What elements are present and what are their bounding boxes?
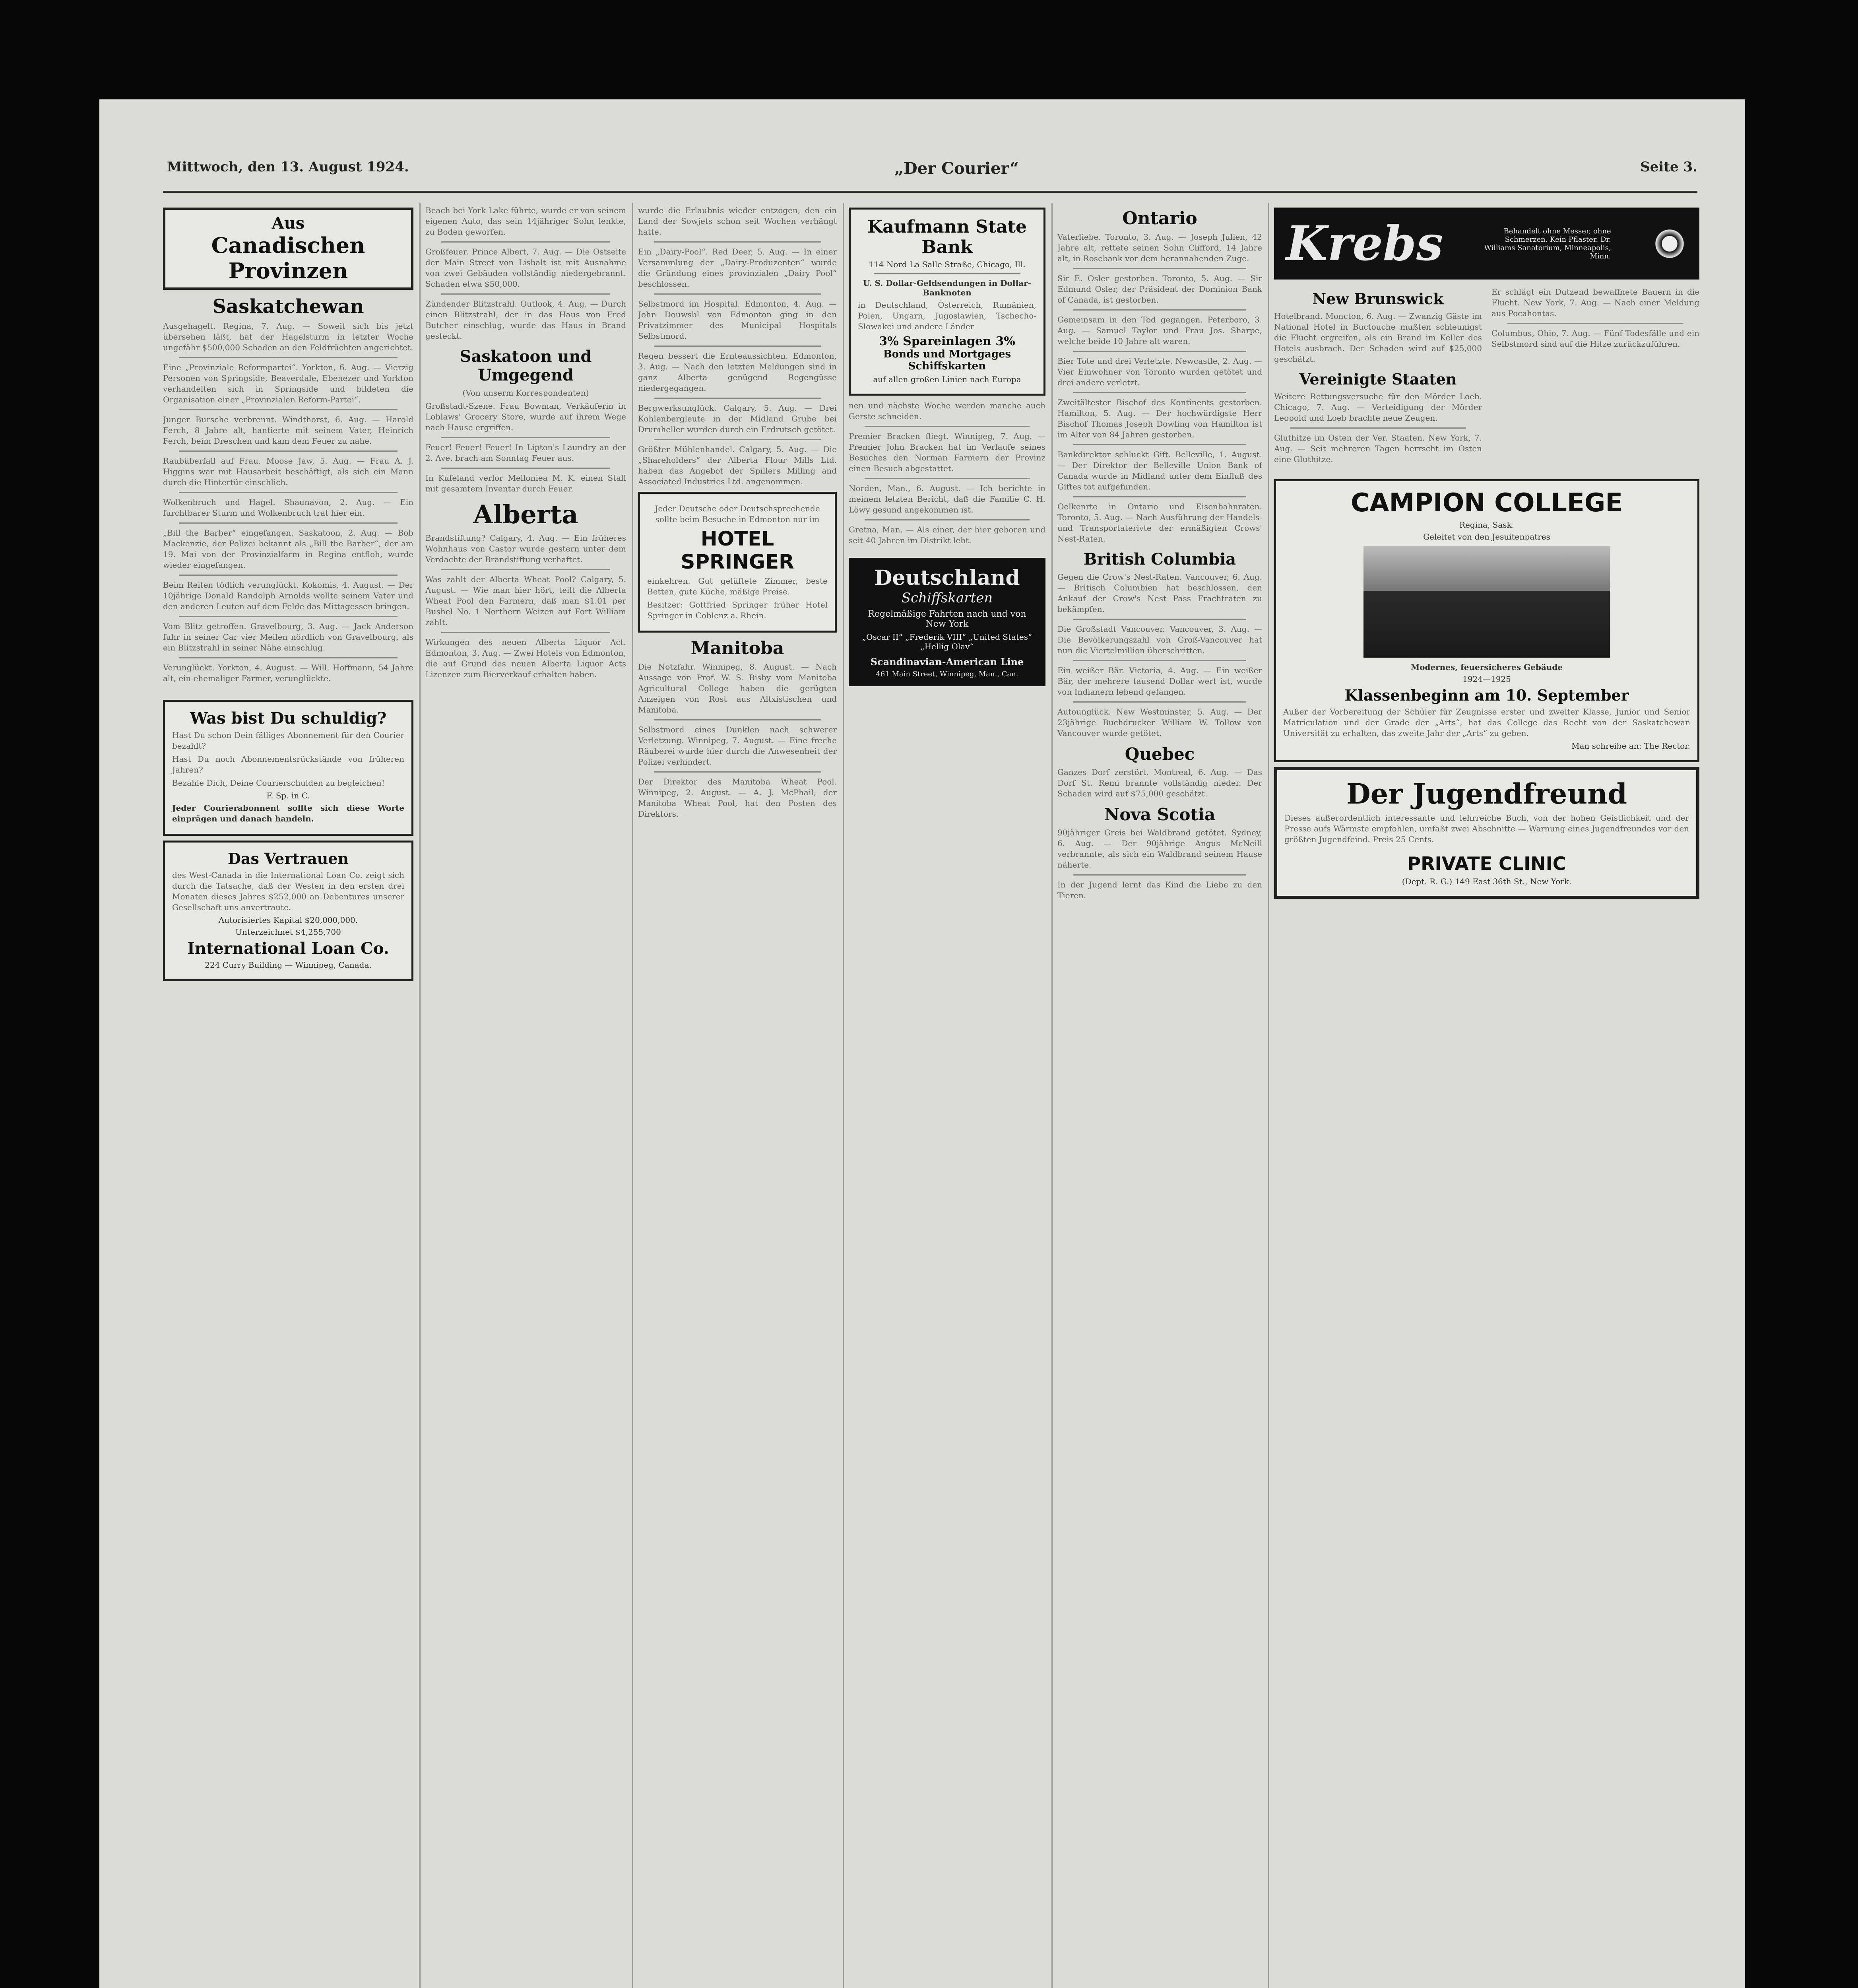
article-rule: [179, 522, 398, 524]
ad-college-contact: Man schreibe an: The Rector.: [1571, 741, 1690, 751]
heading-manitoba: Manitoba: [690, 638, 784, 658]
article-rule: [1073, 268, 1246, 269]
heading-united-states: Vereinigte Staaten: [1299, 370, 1457, 388]
ad-text: des West-Canada in die International Loan Co. zeigt sich durch die Tatsache, daß der Westen in den ersten drei Monaten dieses Jahres $252,000 an Debentures unserer Gesellschaft uns anvertraute.: [172, 870, 404, 912]
ad-title: Deutschland: [874, 566, 1020, 590]
article: Großstadt-Szene. Frau Bowman, Verkäuferin in Loblaws' Grocery Store, wurde auf ihrem Wege nach Hause ergriffen.: [425, 401, 626, 432]
column-3: [638, 203, 837, 1988]
article: Oelkenrte in Ontario und Eisenbahnraten. Toronto, 5. Aug. — Nach Ausführung der Handels- und Transportaterivte der ermäßigten Crows' Nest-Raten.: [1057, 502, 1262, 544]
ad-subtitle: Schiffskarten: [901, 590, 993, 606]
article: Columbus, Ohio, 7. Aug. — Fünf Todesfälle und ein Selbstmord sind auf die Hitze zurückzuführen.: [1491, 328, 1699, 349]
article: Bier Tote und drei Verletzte. Newcastle, 2. Aug. — Vier Einwohner von Toronto wurden getötet und drei andere verletzt.: [1057, 356, 1262, 387]
article: Gegen die Crow's Nest-Raten. Vancouver, 6. Aug. — Britisch Columbien hat beschlossen, den Ankauf der Crow's Nest Pass Frachtraten zu bekämpfen.: [1057, 572, 1262, 614]
section-banner: [163, 208, 413, 290]
article-rule: [441, 241, 610, 243]
header-paper-name: „Der Courier“: [894, 159, 1019, 178]
ad-photo-caption: Modernes, feuersicheres Gebäude: [1410, 662, 1563, 672]
article: Bankdirektor schluckt Gift. Belleville, 1. August. — Der Direktor der Belleville Union Bank of Canada wurde in Midland unter dem Einfluß des Giftes tot aufgefunden.: [1057, 450, 1262, 491]
article-rule: [179, 616, 398, 617]
ad-hotel-springer: [638, 492, 837, 633]
article: Zweitältester Bischof des Kontinents gestorben. Hamilton, 5. Aug. — Der hochwürdigste Herr Bischof Thomas Joseph Dowling von Hamilton ist im Alter von 84 Jahren gestorben.: [1057, 398, 1262, 439]
banner-small-title: Aus: [272, 214, 305, 233]
article: 90jähriger Greis bei Waldbrand getötet. Sydney, 6. Aug. — Der 90jährige Angus McNeill verbrannte, als sich ein Waldbrand seinem Hause näherte.: [1057, 828, 1262, 870]
ad-line-name: Scandinavian-American Line: [870, 656, 1024, 668]
article: Die Notzfahr. Winnipeg, 8. August. — Nach Aussage von Prof. W. S. Bisby vom Manitoba Agricultural College haben die gerügten Anzeigen von Rost aus Altxistischen und Manitoba.: [638, 662, 837, 714]
article: „Bill the Barber“ eingefangen. Saskatoon, 2. Aug. — Bob Mackenzie, der Polizei bekannt als „Bill the Barber“, der am 19. Mai von der Provinzialfarm in Regina entfloh, wurde wieder eingefangen.: [163, 528, 413, 570]
heading-ontario: Ontario: [1122, 208, 1197, 229]
column-6-top-row: [1274, 284, 1699, 467]
ad-subscribed: Unterzeichnet $4,255,700: [235, 927, 341, 937]
column-6-right: [1491, 284, 1699, 467]
heading-quebec: Quebec: [1125, 744, 1195, 764]
article: Sir E. Osler gestorben. Toronto, 5. Aug. — Sir Edmund Osler, der Präsident der Dominion Bank of Canada, ist gestorben.: [1057, 274, 1262, 305]
ad-college-sub: Geleitet von den Jesuitenpatres: [1423, 532, 1550, 542]
ad-rule: [874, 273, 1020, 274]
column-divider: [1268, 203, 1269, 1988]
ad-route: Regelmäßige Fahrten nach und von New York: [868, 609, 1026, 629]
ad-subscription-box: [163, 700, 413, 836]
college-building-photo: [1363, 546, 1610, 658]
article: Raubüberfall auf Frau. Moose Jaw, 5. Aug. — Frau A. J. Higgins war mit Hausarbeit beschäftigt, als sich ein Mann durch die Hintertür einschlich.: [163, 456, 413, 487]
article-rule: [441, 632, 610, 633]
article: Der Direktor des Manitoba Wheat Pool. Winnipeg, 2. August. — A. J. McPhail, der Manitoba Wheat Pool, hat den Posten des Direktors.: [638, 777, 837, 819]
heading-alberta: Alberta: [473, 500, 578, 530]
article-rule: [654, 398, 821, 399]
article: Weitere Rettungsversuche für den Mörder Loeb. Chicago, 7. Aug. — Verteidigung der Mörder Leopold und Loeb brachte neue Zeugen.: [1274, 392, 1482, 423]
article-rule: [1073, 444, 1246, 445]
article: Autounglück. New Westminster, 5. Aug. — Der 23jährige Buchdrucker William W. Tollow von Vancouver wurde getötet.: [1057, 707, 1262, 738]
ad-owner: Besitzer: Gottfried Springer früher Hotel Springer in Coblenz a. Rhein.: [647, 600, 828, 620]
sun-emblem-icon: [1652, 226, 1687, 262]
heading-british-columbia: British Columbia: [1083, 550, 1236, 569]
article-rule: [441, 569, 610, 570]
column-5: [1057, 203, 1262, 1988]
ad-company: International Loan Co.: [187, 939, 389, 958]
article: Gluthitze im Osten der Ver. Staaten. New York, 7. Aug. — Seit mehreren Tagen herrscht im Osten eine Gluthitze.: [1274, 433, 1482, 464]
ad-college-text: Außer der Vorbereitung der Schüler für Zeugnisse erster und zweiter Klasse, Junior und Senior Matriculation und der Grade der „Arts“, hat das College das Recht von der Saskatchewan Universität zu erhalten, das zweite Jahr der „Arts“ zu geben.: [1283, 707, 1690, 738]
ad-address-city: Winnipeg, Canada.: [295, 960, 372, 970]
ad-bank-name: Kaufmann State Bank: [867, 217, 1027, 257]
article: Er schlägt ein Dutzend bewaffnete Bauern in die Flucht. New York, 7. Aug. — Nach einer Meldung aus Pocahontas.: [1491, 287, 1699, 318]
article-rule: [1073, 351, 1246, 352]
ad-book-title: Der Jugendfreund: [1346, 777, 1627, 810]
article-rule: [654, 439, 821, 440]
article-rule: [441, 437, 610, 438]
ad-intro: Jeder Deutsche oder Deutschsprechende sollte beim Besuche in Edmonton nur im: [655, 504, 820, 524]
column-4: [849, 203, 1045, 1988]
ad-bonds-title: Bonds und Mortgages: [883, 348, 1011, 360]
article-rule: [441, 468, 610, 469]
ad-ships-title: Schiffskarten: [908, 360, 986, 372]
article-rule: [1073, 660, 1246, 661]
heading-nova-scotia: Nova Scotia: [1104, 805, 1216, 824]
article-rule: [865, 478, 1030, 479]
article: Zündender Blitzstrahl. Outlook, 4. Aug. — Durch einen Blitzstrahl, der in das Haus von Fred Butcher einschlug, wurde das Haus in Brand gesteckt.: [425, 299, 626, 341]
article-rule: [179, 357, 398, 358]
article: Gemeinsam in den Tod gegangen. Peterboro, 3. Aug. — Samuel Taylor und Frau Jos. Sharpe, welche beide 10 Jahre alt waren.: [1057, 315, 1262, 346]
article-rule: [1073, 309, 1246, 311]
article: wurde die Erlaubnis wieder entzogen, den ein Land der Sowjets schon seit Wochen verhängt hatte.: [638, 206, 837, 237]
article: Premier Bracken fliegt. Winnipeg, 7. Aug. — Premier John Bracken hat im Verlaufe seines Besuches den Norman Farmern der Provinz einen Besuch abgestattet.: [849, 431, 1045, 473]
article-rule: [654, 293, 821, 295]
column-divider: [632, 203, 633, 1988]
header-page-number: Seite 3.: [1640, 159, 1697, 175]
ad-krebs-text: Behandelt ohne Messer, ohne Schmerzen. Kein Pflaster. Dr. Williams Sanatorium, Minneapolis, Minn.: [1484, 227, 1611, 260]
article: Bergwerksunglück. Calgary, 5. Aug. — Drei Kohlenbergleute in der Midland Grube bei Drumheller wurden durch ein Erdrutsch getötet.: [638, 403, 837, 434]
section-subtitle: (Von unserm Korrespondenten): [462, 388, 589, 398]
ad-line: Hast Du noch Abonnementsrückstände von früheren Jahren?: [172, 754, 404, 775]
header-date: Mittwoch, den 13. August 1924.: [167, 159, 409, 175]
ad-address: 461 Main Street, Winnipeg, Man., Can.: [876, 670, 1018, 678]
ad-campion-college: [1274, 479, 1699, 762]
ad-krebs: [1274, 208, 1699, 280]
article-rule: [1073, 392, 1246, 393]
article: In der Jugend lernt das Kind die Liebe zu den Tieren.: [1057, 880, 1262, 900]
article-rule: [179, 450, 398, 452]
ad-text: einkehren. Gut gelüftete Zimmer, beste Betten, gute Küche, mäßige Preise.: [647, 576, 828, 596]
article-rule: [179, 409, 398, 410]
column-2: [425, 203, 626, 1988]
ad-clinic-address: (Dept. R. G.) 149 East 36th St., New York.: [1402, 877, 1572, 886]
article: Feuer! Feuer! Feuer! In Lipton's Laundry an der 2. Ave. brach am Sonntag Feuer aus.: [425, 443, 626, 463]
ad-title: Was bist Du schuldig?: [190, 709, 387, 728]
heading-saskatoon: Saskatoon und Umgegend: [460, 347, 592, 384]
article-rule: [1290, 427, 1466, 429]
ad-krebs-title: Krebs: [1286, 215, 1443, 272]
article: Größter Mühlenhandel. Calgary, 5. Aug. — Die „Shareholders“ der Alberta Flour Mills Ltd. haben das Angebot der Spillers Milling and Associated Industries Ltd. angenommen.: [638, 445, 837, 486]
article: Ein weißer Bär. Victoria, 4. Aug. — Ein weißer Bär, der mehrere tausend Dollar wert ist, wurde von Indianern lebend gefangen.: [1057, 666, 1262, 697]
article-rule: [179, 657, 398, 658]
ad-college-name: CAMPION COLLEGE: [1350, 488, 1623, 518]
ad-signature: F. Sp. in C.: [266, 791, 310, 800]
ad-bank-note: in Deutschland, Österreich, Rumänien, Polen, Ungarn, Jugoslawien, Tschecho-Slowakei und andere Länder: [858, 300, 1036, 331]
column-divider: [843, 203, 844, 1988]
ad-jugendfreund: [1274, 767, 1699, 899]
ad-years: 1924—1925: [1462, 674, 1511, 684]
ad-bank-sub: U. S. Dollar-Geldsendungen in Dollar-Banknoten: [863, 278, 1031, 297]
article: Junger Bursche verbrennt. Windthorst, 6. Aug. — Harold Ferch, 8 Jahre alt, hantierte mit seinem Vater, Heinrich Ferch, beim Dreschen und kam dem Feuer zu nahe.: [163, 415, 413, 446]
article-rule: [1073, 874, 1246, 876]
newspaper-page: [99, 99, 1745, 1988]
article: Regen bessert die Ernteaussichten. Edmonton, 3. Aug. — Nach den letzten Meldungen sind in ganz Alberta genügend Regengüsse niedergegangen.: [638, 351, 837, 393]
column-divider: [1051, 203, 1053, 1988]
article: In Kufeland verlor Melloniea M. K. einen Stall mit gesamtem Inventar durch Feuer.: [425, 473, 626, 493]
ad-term-begin: Klassenbeginn am 10. September: [1344, 686, 1629, 704]
column-divider: [419, 203, 421, 1988]
ad-book-text: Dieses außerordentlich interessante und lehrreiche Buch, von der hohen Geistlichkeit und der Presse aufs Wärmste empfohlen, umfaßt zwei Abschnitte — Warnung eines Jugendfreundes vor den größten Jugendfeind. Preis 25 Cents.: [1284, 813, 1689, 844]
article: Vom Blitz getroffen. Gravelbourg, 3. Aug. — Jack Anderson fuhr in seiner Car vier Meilen nördlich von Gravelbourg, als ein Blitzstrahl in seiner Nähe einschlug.: [163, 621, 413, 652]
article: Eine „Provinziale Reformpartei“. Yorkton, 6. Aug. — Vierzig Personen von Springside, Beaverdale, Ebenezer und Yorkton verhandelten sich in Springside und bildeten die Organisation einer „Provinzialen Reform-Partei“.: [163, 363, 413, 404]
ad-ships: „Oscar II“ „Frederik VIII“ „United States“ „Hellig Olav“: [862, 632, 1032, 651]
ad-shipping-line: [849, 558, 1045, 686]
article: Beach bei York Lake führte, wurde er von seinem eigenen Auto, das sein 14jähriger Sohn lenkte, zu Boden geworfen.: [425, 206, 626, 237]
article: Vaterliebe. Toronto, 3. Aug. — Joseph Julien, 42 Jahre alt, rettete seinen Sohn Clifford, 14 Jahre alt, in Rosebank vor dem herannahenden Zuge.: [1057, 232, 1262, 263]
article: Wolkenbruch und Hagel. Shaunavon, 2. Aug. — Ein furchtbarer Sturm und Wolkenbruch trat hier ein.: [163, 497, 413, 518]
article-rule: [179, 575, 398, 576]
column-6: [1274, 203, 1699, 1988]
article: Ein „Dairy-Pool“. Red Deer, 5. Aug. — In einer Versammlung der „Dairy-Produzenten“ wurde die Gründung eines provinzialen „Dairy Pool“ beschlossen.: [638, 247, 837, 289]
article: Brandstiftung? Calgary, 4. Aug. — Ein früheres Wohnhaus von Castor wurde gestern unter dem Verdachte der Brandstiftung verhaftet.: [425, 533, 626, 564]
article-rule: [1073, 496, 1246, 497]
article-rule: [654, 771, 821, 773]
ad-line: Bezahle Dich, Deine Courierschulden zu begleichen!: [172, 778, 385, 788]
ad-line: Hast Du schon Dein fälliges Abonnement für den Courier bezahlt?: [172, 730, 404, 751]
ad-line: Jeder Courierabonnent sollte sich diese Worte einprägen und danach handeln.: [172, 803, 404, 823]
ad-savings-title: 3% Spareinlagen 3%: [879, 334, 1015, 348]
article: Die Großstadt Vancouver. Vancouver, 3. Aug. — Die Bevölkerungszahl von Groß-Vancouver hat nun die Viertelmillion überschritten.: [1057, 624, 1262, 655]
article: Großfeuer. Prince Albert, 7. Aug. — Die Ostseite der Main Street von Lisbalt ist mit Ausnahme von zwei Gebäuden vollständig niedergebrannt. Schaden etwa $50,000.: [425, 247, 626, 289]
ad-college-location: Regina, Sask.: [1459, 520, 1514, 530]
article: Wirkungen des neuen Alberta Liquor Act. Edmonton, 3. Aug. — Zwei Hotels von Edmonton, die auf Grund des neuen Alberta Liquor Acts Lizenzen zum Bierverkauf erhalten haben.: [425, 637, 626, 679]
article-rule: [1507, 323, 1683, 324]
article: Beim Reiten tödlich verunglückt. Kokomis, 4. August. — Der 10jährige Donald Randolph Arnolds wollte seinem Vater und den anderen Leuten auf dem Felde das Mittagessen bringen.: [163, 580, 413, 611]
article: Norden, Man., 6. August. — Ich berichte in meinem letzten Bericht, daß die Familie C. H. Löwy gesund angekommen ist.: [849, 483, 1045, 514]
article-rule: [1073, 619, 1246, 620]
article-rule: [865, 519, 1030, 520]
header-rule: [163, 191, 1697, 193]
article-rule: [179, 492, 398, 493]
article: Selbstmord im Hospital. Edmonton, 4. Aug. — John Douwsbl von Edmonton ging in den Privatzimmer des Municipal Hospitals Selbstmord.: [638, 299, 837, 341]
ad-kaufmann-bank: [849, 208, 1045, 396]
column-1: [163, 203, 413, 1988]
article-rule: [654, 719, 821, 720]
ad-address: 224 Curry Building — Winnipeg, Canada.: [205, 960, 372, 970]
heading-new-brunswick: New Brunswick: [1312, 290, 1444, 308]
article: Was zahlt der Alberta Wheat Pool? Calgary, 5. August. — Wie man hier hört, teilt die Alberta Wheat Pool den Farmern, daß man $1.01 per Bushel No. 1 Northern Weizen auf Fort William zahlt.: [425, 575, 626, 627]
ad-hotel-name: HOTEL SPRINGER: [681, 527, 794, 573]
ad-title: Das Vertrauen: [227, 850, 349, 868]
article-rule: [1073, 701, 1246, 703]
column-6-left: [1274, 284, 1482, 467]
ad-loan-company: [163, 841, 413, 981]
banner-big-title: Canadischen Provinzen: [211, 233, 365, 283]
ad-ships-text: auf allen großen Linien nach Europa: [873, 375, 1021, 384]
article-rule: [865, 426, 1030, 427]
article: Verunglückt. Yorkton, 4. August. — Will. Hoffmann, 54 Jahre alt, ein ehemaliger Farmer, verunglückte.: [163, 663, 413, 683]
heading-saskatchewan: Saskatchewan: [212, 295, 364, 318]
article: nen und nächste Woche werden manche auch Gerste schneiden.: [849, 401, 1045, 421]
article: Ganzes Dorf zerstört. Montreal, 6. Aug. — Das Dorf St. Remi brannte vollständig nieder. Der Schaden wird auf $75,000 geschätzt.: [1057, 767, 1262, 798]
article: Ausgehagelt. Regina, 7. Aug. — Soweit sich bis jetzt übersehen läßt, hat der Hagelsturm in letzter Woche ungefähr $500,000 Schaden an den Feldfrüchten angerichtet.: [163, 321, 413, 352]
ad-bank-address: 114 Nord La Salle Straße, Chicago, Ill.: [869, 260, 1026, 269]
ad-clinic-name: PRIVATE CLINIC: [1407, 853, 1566, 874]
ad-address-building: 224 Curry Building: [205, 960, 282, 970]
article: Selbstmord eines Dunklen nach schwerer Verletzung. Winnipeg, 7. August. — Eine freche Räuberei wurde hier durch die Anwesenheit der Polizei verhindert.: [638, 725, 837, 767]
article-rule: [654, 241, 821, 243]
article: Hotelbrand. Moncton, 6. Aug. — Zwanzig Gäste im National Hotel in Buctouche mußten schleunigst die Flucht ergreifen, als ein Brand im Keller des Hotels ausbrach. Der Schaden wird auf $25,000 geschätzt.: [1274, 311, 1482, 364]
article: Gretna, Man. — Als einer, der hier geboren und seit 40 Jahren im Distrikt lebt.: [849, 525, 1045, 545]
article-rule: [441, 293, 610, 295]
ad-capital: Autorisiertes Kapital $20,000,000.: [218, 915, 358, 925]
article-rule: [654, 346, 821, 347]
